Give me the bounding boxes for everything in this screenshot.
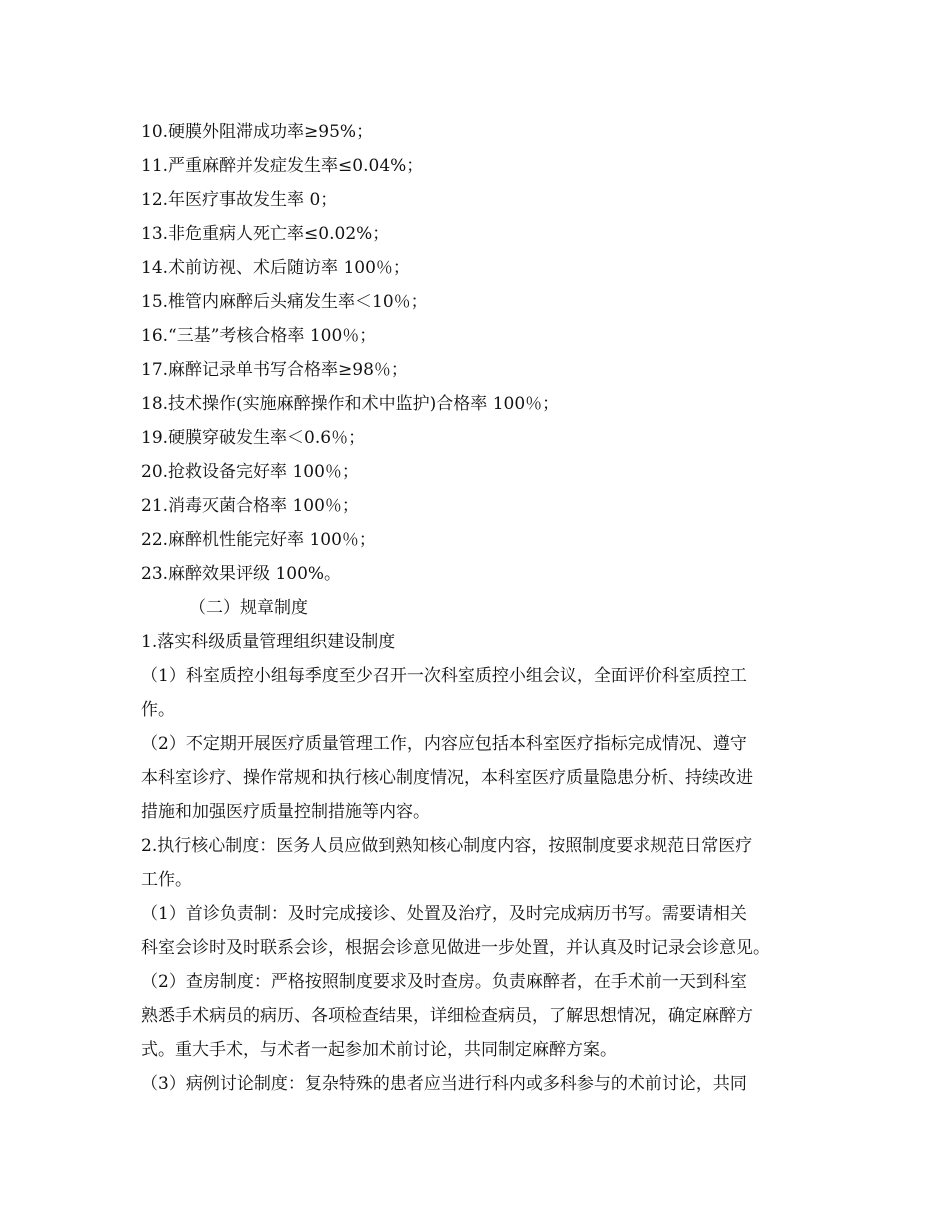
- paragraph-line: 式。重大手术，与术者一起参加术前讨论，共同制定麻醉方案。: [141, 1040, 617, 1060]
- rule-item-1-title: 1.落实科级质量管理组织建设制度: [141, 632, 396, 652]
- indicator-item: 10.硬膜外阻滞成功率≥95%；: [141, 122, 374, 142]
- rule-item-1-sub-1: [141, 659, 821, 727]
- paragraph-line: 2.执行核心制度：医务人员应做到熟知核心制度内容，按照制度要求规范日常医疗: [141, 836, 753, 856]
- paragraph-line: 科室会诊时及时联系会诊，根据会诊意见做进一步处置，并认真及时记录会诊意见。: [141, 938, 770, 958]
- indicator-item: 23.麻醉效果评级 100%。: [141, 564, 342, 584]
- indicator-item: 19.硬膜穿破发生率＜0.6％；: [141, 428, 366, 448]
- rule-item-2-sub-3: [141, 1067, 821, 1101]
- paragraph-line: （1）首诊负责制：及时完成接诊、处置及治疗，及时完成病历书写。需要请相关: [141, 904, 747, 924]
- indicator-item: 22.麻醉机性能完好率 100％；: [141, 530, 376, 550]
- paragraph-line: 熟悉手术病员的病历、各项检查结果，详细检查病员，了解思想情况，确定麻醉方: [141, 1006, 753, 1026]
- indicator-item: 21.消毒灭菌合格率 100％；: [141, 496, 359, 516]
- paragraph-line: 措施和加强医疗质量控制措施等内容。: [141, 802, 430, 822]
- paragraph-line: 作。: [141, 700, 175, 720]
- paragraph-line: （2）不定期开展医疗质量管理工作，内容应包括本科室医疗指标完成情况、遵守: [141, 734, 747, 754]
- paragraph-line: （2）查房制度：严格按照制度要求及时查房。负责麻醉者，在手术前一天到科室: [141, 972, 747, 992]
- indicator-item: 17.麻醉记录单书写合格率≥98％；: [141, 360, 408, 380]
- indicator-item: 14.术前访视、术后随访率 100％；: [141, 258, 410, 278]
- indicator-item: 12.年医疗事故发生率 0；: [141, 190, 338, 210]
- rule-item-2-sub-2: [141, 965, 821, 1067]
- rule-item-2-sub-1: [141, 897, 821, 965]
- paragraph-line: （1）科室质控小组每季度至少召开一次科室质控小组会议，全面评价科室质控工: [141, 666, 747, 686]
- indicator-item: 15.椎管内麻醉后头痛发生率＜10％；: [141, 292, 428, 312]
- indicator-item: 11.严重麻醉并发症发生率≤0.04%；: [141, 156, 424, 176]
- paragraph-line: 本科室诊疗、操作常规和执行核心制度情况，本科室医疗质量隐患分析、持续改进: [141, 768, 753, 788]
- section-heading: （二）规章制度: [189, 598, 308, 618]
- document-body: [141, 115, 821, 1101]
- indicator-item: 13.非危重病人死亡率≤0.02%；: [141, 224, 390, 244]
- rule-item-1-sub-2: [141, 727, 821, 829]
- quality-indicator-list: [141, 115, 821, 591]
- rule-item-2: [141, 829, 821, 897]
- indicator-item: 20.抢救设备完好率 100％；: [141, 462, 359, 482]
- paragraph-line: （3）病例讨论制度：复杂特殊的患者应当进行科内或多科参与的术前讨论，共同: [141, 1074, 747, 1094]
- paragraph-line: 工作。: [141, 870, 192, 890]
- indicator-item: 16.“三基”考核合格率 100％；: [141, 326, 377, 346]
- indicator-item: 18.技术操作(实施麻醉操作和术中监护)合格率 100％；: [141, 394, 560, 414]
